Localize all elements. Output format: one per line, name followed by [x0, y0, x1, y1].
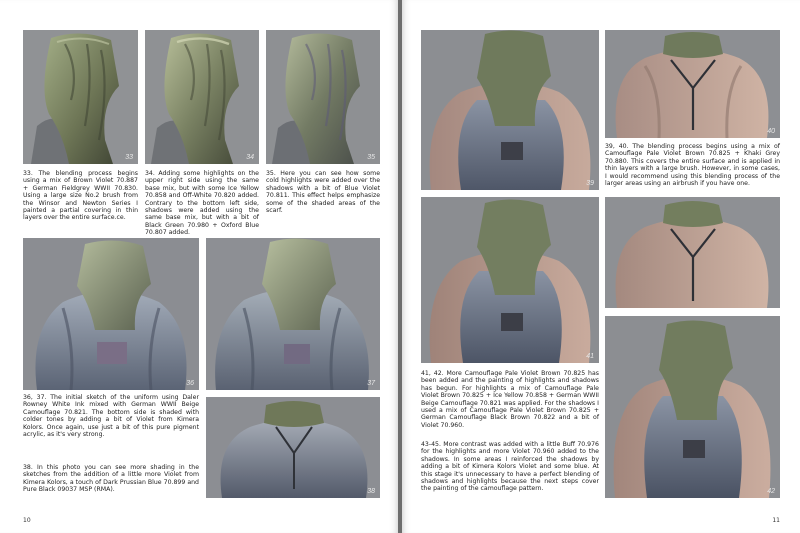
photo-35: [266, 30, 380, 164]
uniform-back-image: [605, 197, 780, 308]
photo-41: [421, 197, 599, 363]
photo-38: [206, 397, 380, 498]
scarf-bust-image: [23, 30, 138, 164]
photo-number: 39: [586, 180, 594, 187]
scarf-bust-image: [145, 30, 259, 164]
photo-number: 37: [367, 380, 375, 387]
caption-33: 33. The blending process begins using a mix of Brown Violet 70.887 + German Fieldgrey WWII 70.830. Using a large size No.2 brush from the Winsor and Newton Series I painted a partial covering in thin layers over the entire surface.ce.: [23, 170, 138, 222]
photo-37: [206, 238, 380, 390]
left-page: [0, 0, 398, 533]
caption-38: 38. In this photo you can see more shading in the sketches from the addition of a little more Violet from Kimera Kolors, a touch of Dark Prussian Blue 70.899 and Pure Black 09037 MSP (RMA).: [23, 464, 199, 494]
photo-number: 40: [767, 128, 775, 135]
photo-39: [421, 30, 599, 190]
uniform-bust-image: [421, 30, 599, 190]
uniform-bust-image: [23, 238, 199, 390]
page-number: 11: [772, 517, 780, 524]
uniform-bust-image: [206, 238, 380, 390]
photo-number: 33: [125, 154, 133, 161]
photo-number: 38: [367, 488, 375, 495]
photo-back-view: [605, 197, 780, 308]
right-page: [402, 0, 800, 533]
uniform-back-image: [206, 397, 380, 498]
photo-number: 41: [586, 353, 594, 360]
photo-42: [605, 316, 780, 498]
caption-39-40: 39, 40. The blending process begins using a mix of Camouflage Pale Violet Brown 70.825 + Khaki Grey 70.880. This covers the entire surface and is applied in thin layers with a large brush. However, in some cases, I would recommend using this blending process of the larger areas using an airbrush if you have one.: [605, 143, 780, 188]
photo-number: 42: [767, 488, 775, 495]
photo-40: [605, 30, 780, 138]
scarf-bust-image: [266, 30, 380, 164]
photo-36: [23, 238, 199, 390]
photo-number: 36: [186, 380, 194, 387]
photo-33: [23, 30, 138, 164]
uniform-back-image: [605, 30, 780, 138]
caption-41-42: 41, 42. More Camouflage Pale Violet Brown 70.825 has been added and the painting of highlights and shadows has begun. For highlights a mix of Camouflage Pale Violet Brown 70.825 + Ice Yellow 70.858 + German WWII Beige Camouflage 70.821 was applied. For the shadows I used a mix of Camouflage Pale Violet Brown 70.825 + German Camouflage Black Brown 70.822 and a bit of Violet 70.960.: [421, 370, 599, 429]
uniform-bust-image: [605, 316, 780, 498]
photo-number: 34: [246, 154, 254, 161]
photo-34: [145, 30, 259, 164]
photo-number: 35: [367, 154, 375, 161]
caption-35: 35. Here you can see how some cold highlights were added over the shadows with a bit of Blue Violet 70.811. This effect helps emphasize some of the shaded areas of the scarf.: [266, 170, 380, 215]
caption-34: 34. Adding some highlights on the upper right side using the same base mix, but with some Ice Yellow 70.858 and Off-White 70.820 added. Contrary to the bottom left side, shadows were added using the same base mix, but with a bit of Black Green 70.980 + Oxford Blue 70.807 added.: [145, 170, 259, 237]
caption-36-37: 36, 37. The initial sketch of the uniform using Daler Rowney White Ink mixed with German WWII Beige Camouflage 70.821. The bottom side is shaded with colder tones by adding a bit of Violet from Kimera Kolors. Once again, use just a bit of this pure pigment acrylic, as it's very strong.: [23, 394, 199, 439]
caption-43-45: 43-45. More contrast was added with a little Buff 70.976 for the highlights and more Violet 70.960 added to the shadows. In some areas I reinforced the shadows by adding a bit of Kimera Kolors Violet and some blue. At this stage it's unnecessary to have a perfect blending of shadows and highlights because the next steps cover the painting of the camouflage pattern.: [421, 441, 599, 493]
page-number: 10: [23, 517, 31, 524]
uniform-bust-image: [421, 197, 599, 363]
